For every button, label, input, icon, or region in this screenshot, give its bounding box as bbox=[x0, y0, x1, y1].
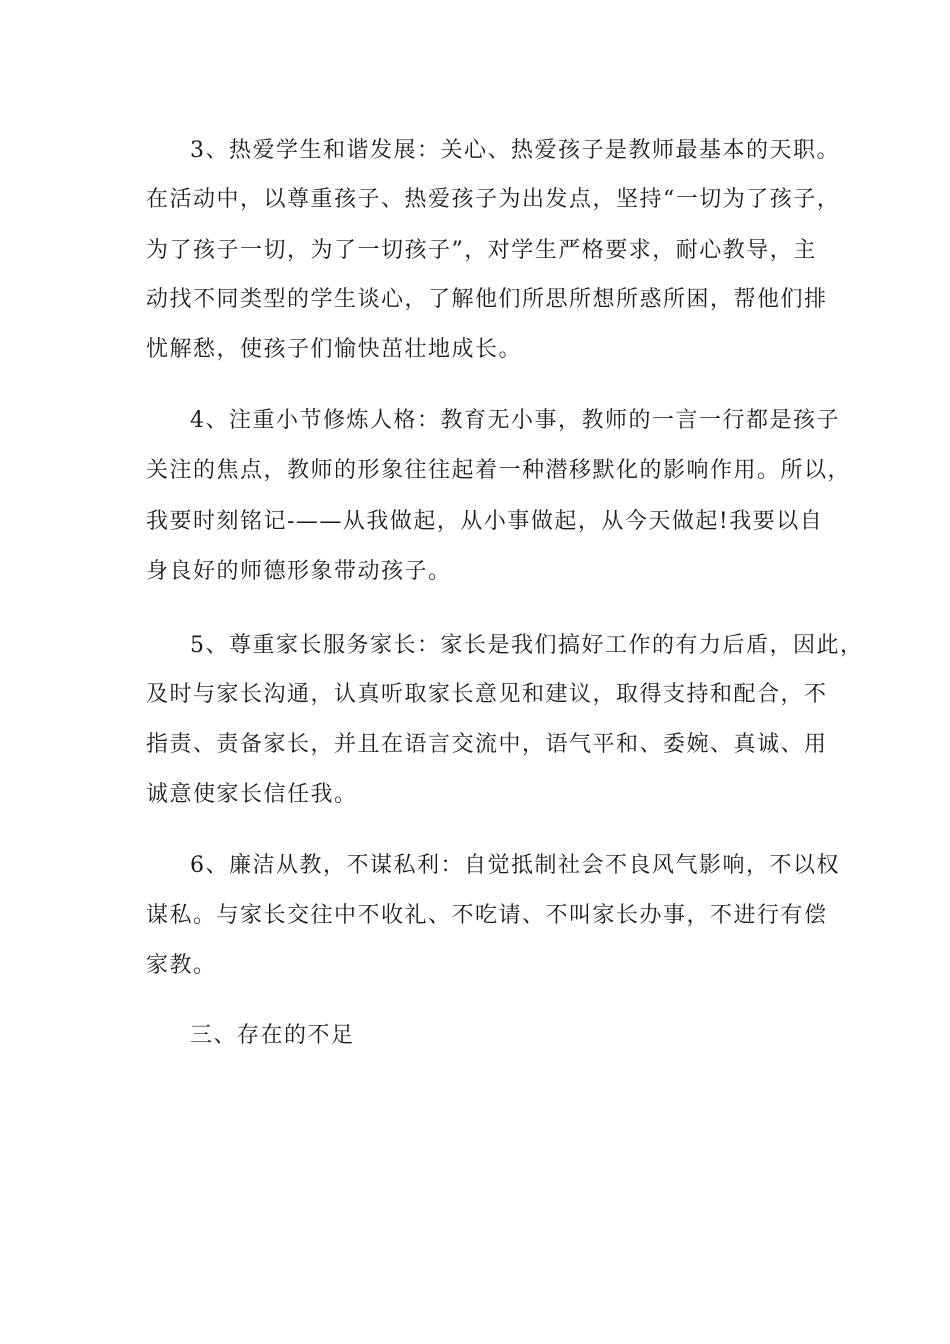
paragraph-4-line-2: 关注的焦点，教师的形象往往起着一种潜移默化的影响作用。所以， bbox=[146, 458, 852, 483]
paragraph-5-line-2: 及时与家长沟通，认真听取家长意见和建议，取得支持和配合，不 bbox=[146, 682, 828, 707]
paragraph-3-line-5: 忧解愁，使孩子们愉快茁壮地成长。 bbox=[146, 337, 523, 362]
paragraph-3-line-3: 为了孩子一切，为了一切孩子”，对学生严格要求，耐心教导，主 bbox=[146, 238, 817, 263]
paragraph-5-line-1: 5、尊重家长服务家长：家长是我们搞好工作的有力后盾，因此， bbox=[190, 633, 864, 658]
section-heading: 三、存在的不足 bbox=[190, 1023, 355, 1048]
paragraph-6-line-2: 谋私。与家长交往中不收礼、不吃请、不叫家长办事，不进行有偿 bbox=[146, 903, 828, 928]
paragraph-3-line-4: 动找不同类型的学生谈心，了解他们所思所想所惑所困，帮他们排 bbox=[146, 287, 828, 312]
paragraph-6-line-1: 6、廉洁从教，不谋私利：自觉抵制社会不良风气影响，不以权 bbox=[190, 853, 840, 878]
paragraph-5-line-4: 诚意使家长信任我。 bbox=[146, 782, 358, 807]
paragraph-4-line-1: 4、注重小节修炼人格：教育无小事，教师的一言一行都是孩子 bbox=[190, 408, 840, 433]
paragraph-3-line-1: 3、热爱学生和谐发展：关心、热爱孩子是教师最基本的天职。 bbox=[190, 138, 840, 163]
paragraph-4-line-4: 身良好的师德形象带动孩子。 bbox=[146, 559, 452, 584]
paragraph-6-line-3: 家教。 bbox=[146, 953, 217, 978]
paragraph-4-line-3: 我要时刻铭记-——从我做起，从小事做起，从今天做起!我要以自 bbox=[146, 509, 824, 534]
paragraph-5-line-3: 指责、责备家长，并且在语言交流中，语气平和、委婉、真诚、用 bbox=[146, 732, 828, 757]
paragraph-3-line-2: 在活动中，以尊重孩子、热爱孩子为出发点，坚持“一切为了孩子， bbox=[146, 187, 841, 212]
